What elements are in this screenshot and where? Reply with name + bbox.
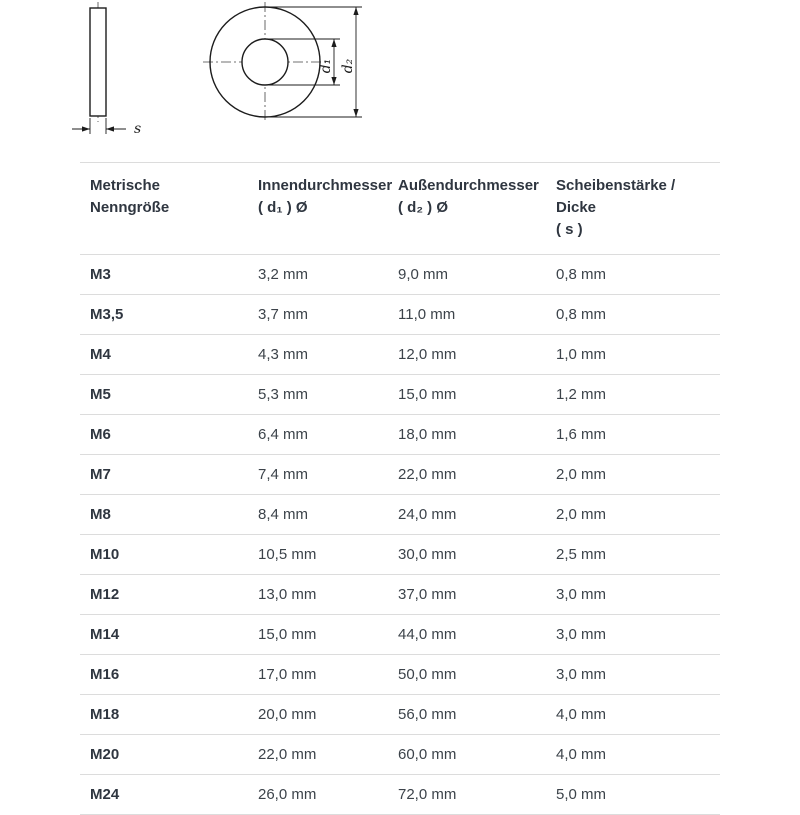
- cell-thickness: 2,0 mm: [556, 466, 607, 484]
- cell-inner-diameter: 7,4 mm: [258, 466, 309, 484]
- table-row: [80, 375, 720, 415]
- header-nominal-size: [80, 163, 248, 255]
- cell-nominal-size: M10: [90, 546, 120, 564]
- cell-outer-diameter: 50,0 mm: [398, 666, 457, 684]
- table-row: [80, 575, 720, 615]
- d1-arrowhead-bottom: [331, 77, 336, 85]
- cell-thickness: 4,0 mm: [556, 706, 607, 724]
- cell-thickness: 3,0 mm: [556, 586, 607, 604]
- table-row: [80, 695, 720, 735]
- thickness-label: s: [134, 121, 142, 137]
- washer-spec-table: [80, 162, 720, 815]
- header-inner-diameter-line1: Innendurchmesser: [258, 177, 393, 194]
- cell-outer-diameter: 22,0 mm: [398, 466, 457, 484]
- s-arrowhead-right: [106, 126, 114, 131]
- cell-outer-diameter: 60,0 mm: [398, 746, 457, 764]
- cell-nominal-size: M12: [90, 586, 120, 604]
- cell-inner-diameter: 3,2 mm: [258, 266, 309, 284]
- cell-thickness: 2,5 mm: [556, 546, 607, 564]
- header-outer-diameter-line1: Außendurchmesser: [398, 177, 539, 194]
- header-outer-diameter-line2: ( d₂ ) Ø: [398, 198, 448, 216]
- cell-thickness: 4,0 mm: [556, 746, 607, 764]
- cell-nominal-size: M14: [90, 626, 120, 644]
- table-row: [80, 335, 720, 375]
- cell-inner-diameter: 22,0 mm: [258, 746, 317, 764]
- cell-outer-diameter: 56,0 mm: [398, 706, 457, 724]
- table-row: [80, 535, 720, 575]
- header-inner-diameter-line2: ( d₁ ) Ø: [258, 198, 308, 216]
- washer-technical-drawing: [0, 0, 800, 150]
- cell-nominal-size: M18: [90, 706, 120, 724]
- cell-inner-diameter: 10,5 mm: [258, 546, 317, 564]
- cell-outer-diameter: 9,0 mm: [398, 266, 449, 284]
- cell-thickness: 3,0 mm: [556, 626, 607, 644]
- cell-inner-diameter: 8,4 mm: [258, 506, 309, 524]
- cell-nominal-size: M24: [90, 786, 120, 804]
- spec-table-section: [0, 150, 800, 815]
- washer-table-body: [80, 255, 720, 815]
- cell-nominal-size: M3: [90, 266, 111, 284]
- cell-inner-diameter: 3,7 mm: [258, 306, 309, 324]
- table-header-row: [80, 163, 720, 255]
- cell-nominal-size: M7: [90, 466, 111, 484]
- cell-outer-diameter: 30,0 mm: [398, 546, 457, 564]
- cell-thickness: 1,0 mm: [556, 346, 607, 364]
- cell-thickness: 0,8 mm: [556, 306, 607, 324]
- cell-inner-diameter: 17,0 mm: [258, 666, 317, 684]
- table-row: [80, 615, 720, 655]
- cell-nominal-size: M4: [90, 346, 111, 364]
- side-view-outline: [90, 8, 106, 116]
- washer-side-view: [72, 2, 141, 137]
- cell-nominal-size: M6: [90, 426, 111, 444]
- washer-drawing-svg: [0, 0, 800, 150]
- header-outer-diameter: [388, 163, 546, 255]
- cell-thickness: 1,6 mm: [556, 426, 607, 444]
- washer-front-view: [203, 2, 362, 122]
- cell-inner-diameter: 20,0 mm: [258, 706, 317, 724]
- table-row: [80, 735, 720, 775]
- cell-inner-diameter: 5,3 mm: [258, 386, 309, 404]
- cell-nominal-size: M20: [90, 746, 120, 764]
- cell-thickness: 1,2 mm: [556, 386, 607, 404]
- cell-outer-diameter: 12,0 mm: [398, 346, 457, 364]
- d2-arrowhead-bottom: [353, 109, 358, 117]
- cell-outer-diameter: 24,0 mm: [398, 506, 457, 524]
- header-thickness: [546, 163, 720, 255]
- d2-arrowhead-top: [353, 7, 358, 15]
- cell-nominal-size: M8: [90, 506, 111, 524]
- table-row: [80, 495, 720, 535]
- cell-thickness: 0,8 mm: [556, 266, 607, 284]
- table-row: [80, 455, 720, 495]
- header-inner-diameter: [248, 163, 393, 255]
- header-thickness-line1: Scheibenstärke / Dicke: [556, 177, 676, 216]
- cell-outer-diameter: 11,0 mm: [398, 306, 456, 324]
- cell-thickness: 3,0 mm: [556, 666, 607, 684]
- table-row: [80, 775, 720, 815]
- cell-nominal-size: M3,5: [90, 306, 124, 324]
- s-arrowhead-left: [82, 126, 90, 131]
- cell-thickness: 5,0 mm: [556, 786, 607, 804]
- inner-circle: [242, 39, 288, 85]
- d1-arrowhead-top: [331, 39, 336, 47]
- cell-inner-diameter: 4,3 mm: [258, 346, 309, 364]
- cell-outer-diameter: 15,0 mm: [398, 386, 457, 404]
- table-row: [80, 255, 720, 295]
- cell-outer-diameter: 18,0 mm: [398, 426, 457, 444]
- inner-diameter-label: d₁: [318, 58, 334, 74]
- table-header: [80, 163, 720, 255]
- outer-diameter-label: d₂: [340, 58, 356, 74]
- header-nominal-size-line1: Metrische Nenngröße: [90, 177, 170, 216]
- cell-inner-diameter: 6,4 mm: [258, 426, 309, 444]
- cell-inner-diameter: 13,0 mm: [258, 586, 317, 604]
- cell-outer-diameter: 72,0 mm: [398, 786, 457, 804]
- cell-outer-diameter: 44,0 mm: [398, 626, 457, 644]
- table-row: [80, 295, 720, 335]
- cell-inner-diameter: 26,0 mm: [258, 786, 317, 804]
- header-thickness-line2: ( s ): [556, 220, 583, 238]
- cell-nominal-size: M5: [90, 386, 111, 404]
- cell-inner-diameter: 15,0 mm: [258, 626, 317, 644]
- cell-thickness: 2,0 mm: [556, 506, 607, 524]
- table-row: [80, 655, 720, 695]
- table-row: [80, 415, 720, 455]
- cell-nominal-size: M16: [90, 666, 120, 684]
- cell-outer-diameter: 37,0 mm: [398, 586, 457, 604]
